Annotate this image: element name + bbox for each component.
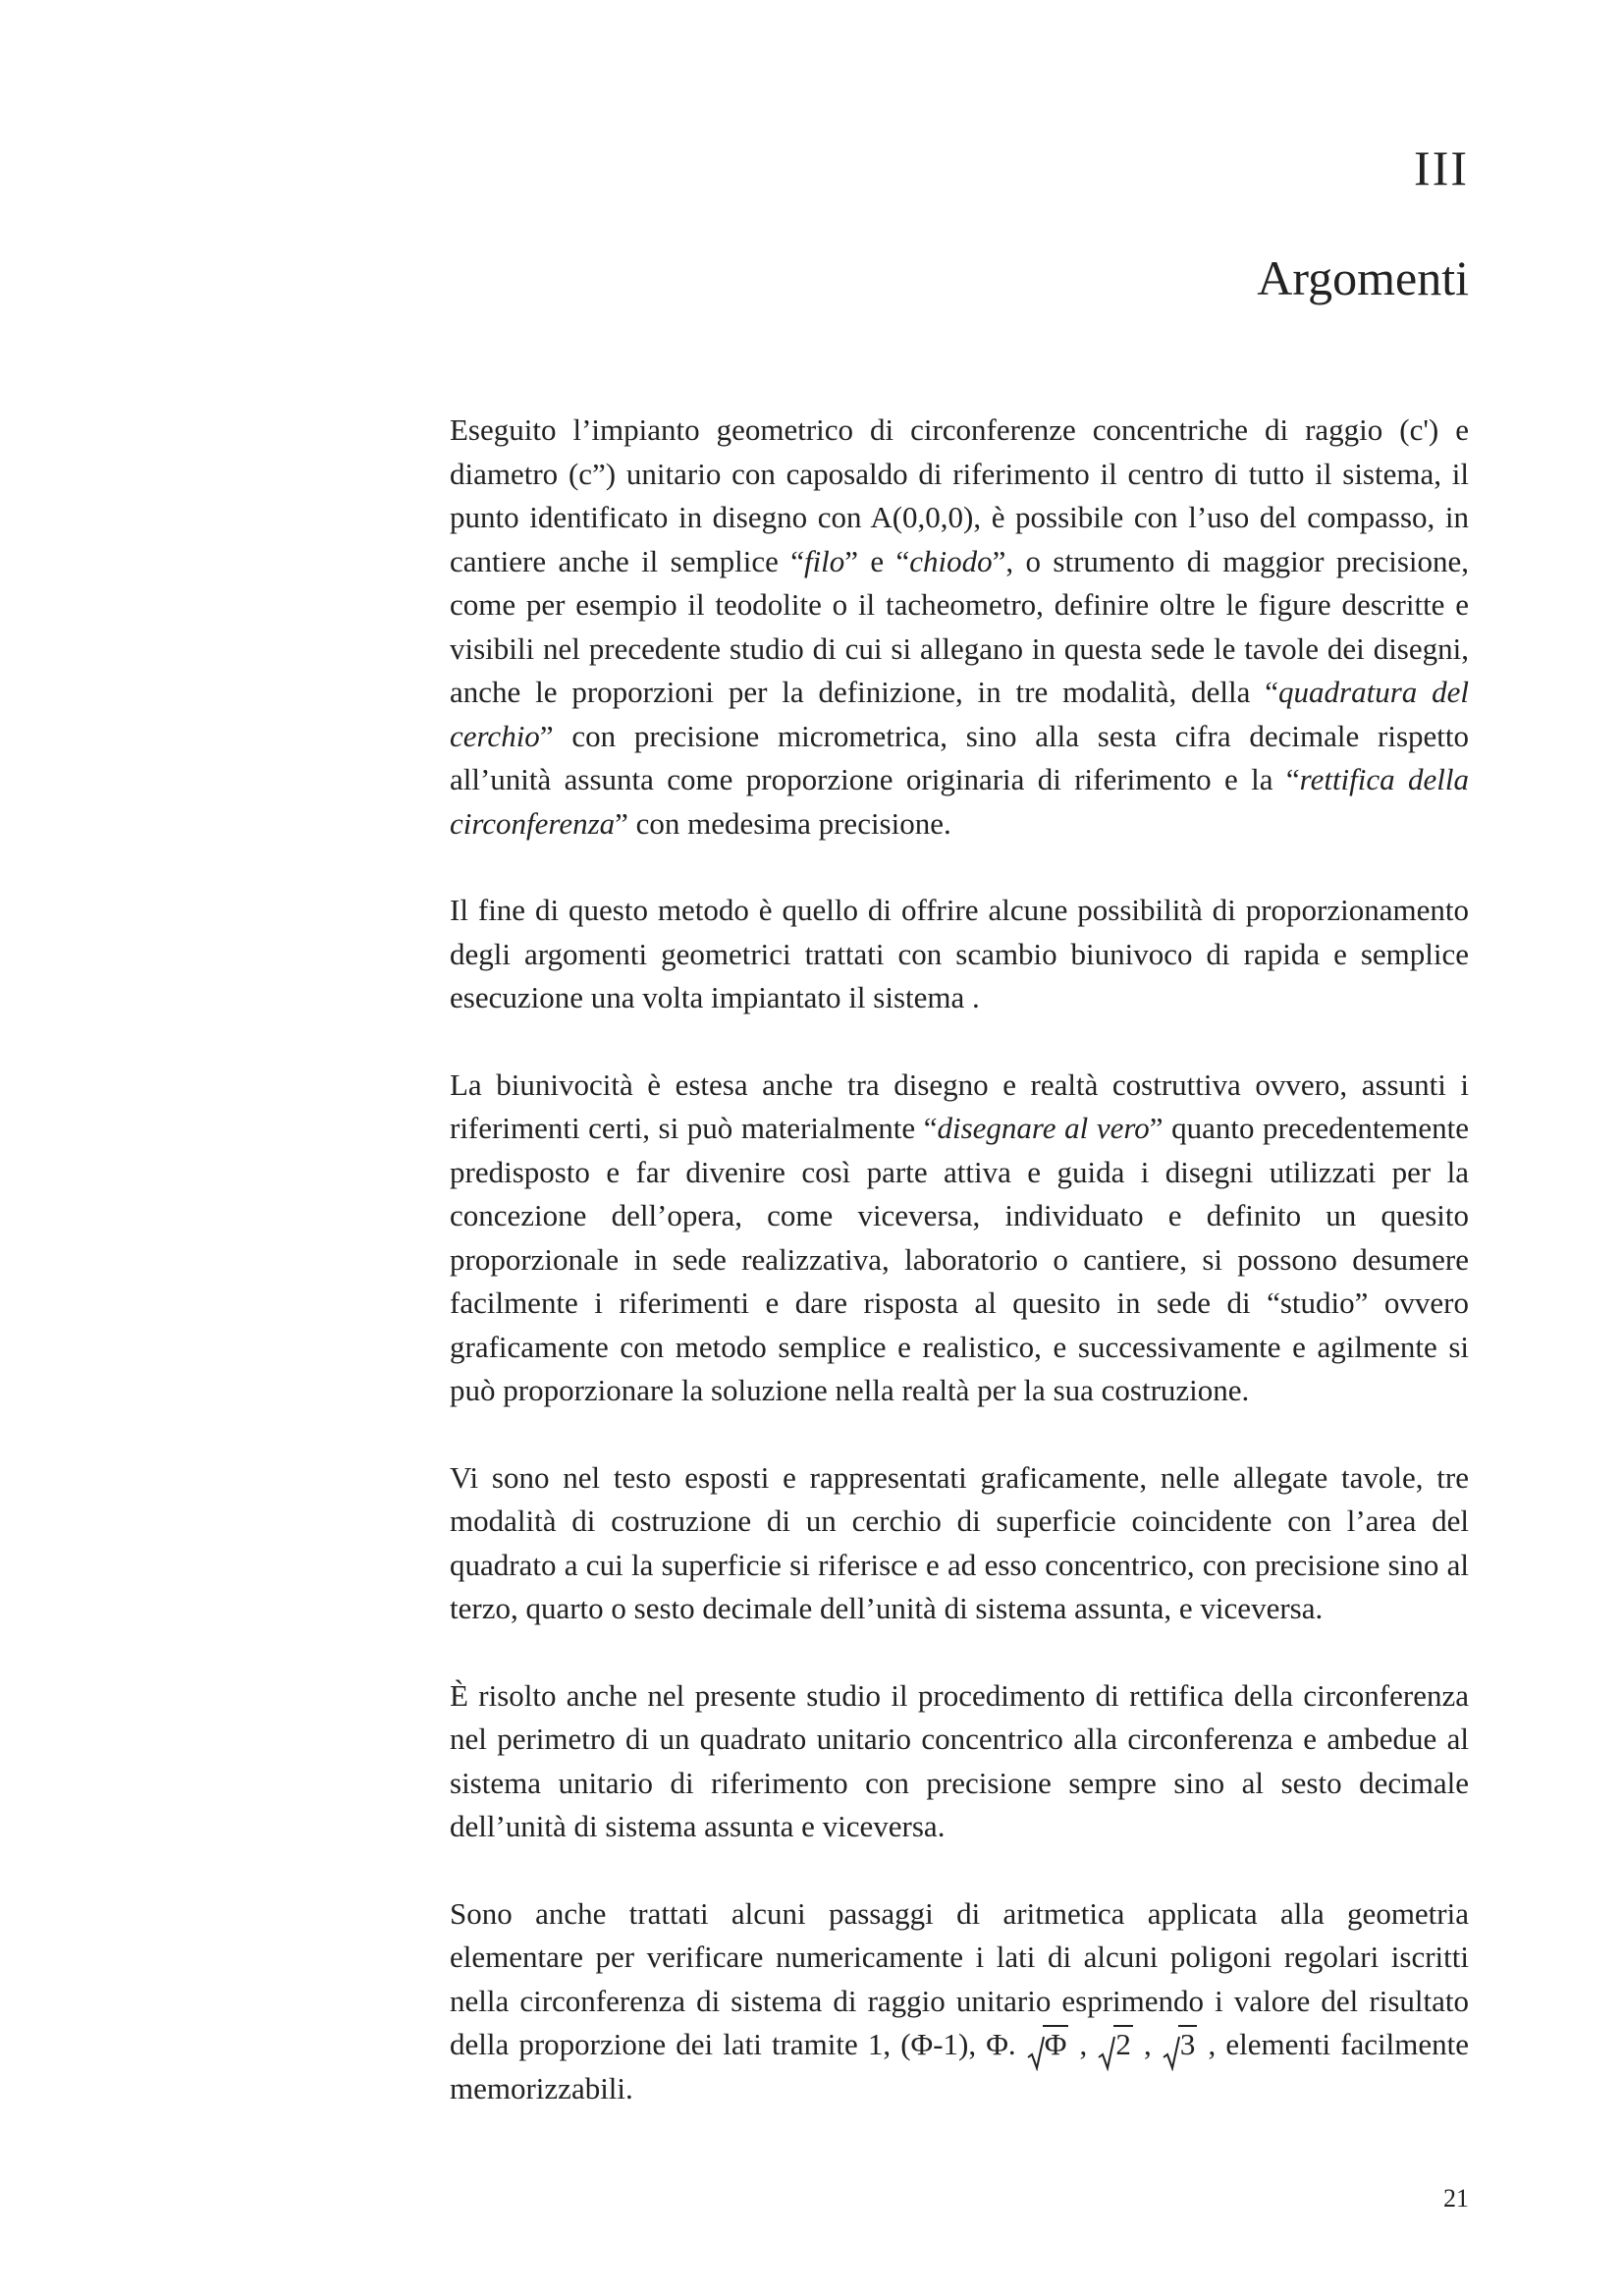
radical-sign-icon [1027, 2036, 1045, 2071]
paragraph-p6 [450, 1892, 1469, 2111]
radicand: 2 [1115, 2027, 1131, 2061]
italic-term: disegnare al vero [937, 1111, 1150, 1145]
square-root-expression [1163, 2023, 1198, 2067]
text-run: ” con precisione micrometrica, sino alla sesta cifra decimale rispetto all’unità assunta come proporzione originaria di riferimento e la “ [450, 718, 1469, 796]
text-run: ” quanto precedentemente predisposto e far divenire così parte attiva e guida i disegni utilizzati per la concezione dell’opera, come viceversa, individuato e definito un quesito proporzionale in sede realizzativa, laboratorio o cantiere, si possono desumere facilmente i riferimenti e dare risposta al quesito in sede di “studio” ovvero graficamente con metodo semplice e realistico, e successivamente e agilmente si può proporzionare la soluzione nella realtà per la sua costruzione. [450, 1111, 1469, 1407]
italic-term: quadratura del cerchio [450, 675, 1469, 753]
text-run: È risolto anche nel presente studio il procedimento di rettifica della circonferenza nel perimetro di un quadrato unitario concentrico alla circonferenza e ambedue al sistema unitario di riferimento con precisione sempre sino al sesto decimale dell’unità di sistema assunta e viceversa. [450, 1677, 1469, 1843]
square-root-expression [1098, 2023, 1133, 2067]
radicand: Φ [1044, 2027, 1067, 2061]
paragraph-p2 [450, 889, 1469, 1020]
chapter-title: Argomenti [1257, 250, 1469, 305]
text-run: La biunivocità è estesa anche tra disegno e realtà costruttiva ovvero, assunti i riferimenti certi, si può materialmente “ [450, 1066, 1469, 1145]
radical-sign-icon [1163, 2036, 1180, 2071]
italic-term: filo [803, 543, 845, 578]
text-run: ”, o strumento di maggior precisione, come per esempio il teodolite o il tacheometro, definire oltre le figure descritte e visibili nel precedente studio di cui si allegano in questa sede le tavole dei disegni, anche le proporzioni per la definizione, in tre modalità, della “ [450, 543, 1470, 709]
text-run: Il fine di questo metodo è quello di offrire alcune possibilità di proporzionamento degli argomenti geometrici trattati con scambio biunivoco di rapida e semplice esecuzione una volta impiantato il sistema . [450, 893, 1469, 1014]
chapter-number: III [1414, 140, 1469, 195]
italic-term: chiodo [909, 543, 993, 578]
body-text [450, 409, 1469, 2110]
text-run: Eseguito l’impianto geometrico di circonferenze concentriche di raggio (c') e diametro (c”) unitario con caposaldo di riferimento il centro di tutto il sistema, il punto identificato in disegno con A(0,0,0), è possibile con l’uso del compasso, in cantiere anche il semplice “ [450, 412, 1469, 578]
square-root-expression [1027, 2023, 1069, 2067]
text-run: , [1069, 2027, 1098, 2061]
text-run: Sono anche trattati alcuni passaggi di aritmetica applicata alla geometria elementare per verificare numericamente i lati di alcuni poligoni regolari iscritti nella circonferenza di sistema di raggio unitario esprimendo i valore del risultato della proporzione dei lati tramite 1, (Φ-1), Φ. [450, 1895, 1469, 2061]
page-number: 21 [1443, 2184, 1469, 2213]
paragraph-p4 [450, 1456, 1469, 1631]
text-run: ” con medesima precisione. [615, 805, 951, 841]
paragraph-p3 [450, 1064, 1469, 1413]
text-run: , [1133, 2027, 1162, 2061]
text-run: ” e “ [844, 543, 910, 578]
radicand: 3 [1179, 2027, 1196, 2061]
italic-term: rettifica della circonferenza [450, 762, 1469, 841]
text-run: , elementi facilmente memorizzabili. [450, 2027, 1470, 2105]
paragraph-p1 [450, 409, 1469, 846]
radical-sign-icon [1098, 2036, 1115, 2071]
paragraph-p5 [450, 1674, 1469, 1849]
text-run: Vi sono nel testo esposti e rappresentati graficamente, nelle allegate tavole, tre modalità di costruzione di un cerchio di superficie coincidente con l’area del quadrato a cui la superficie si riferisce e ad esso concentrico, con precisione sino al terzo, quarto o sesto decimale dell’unità di sistema assunta, e viceversa. [450, 1459, 1469, 1625]
